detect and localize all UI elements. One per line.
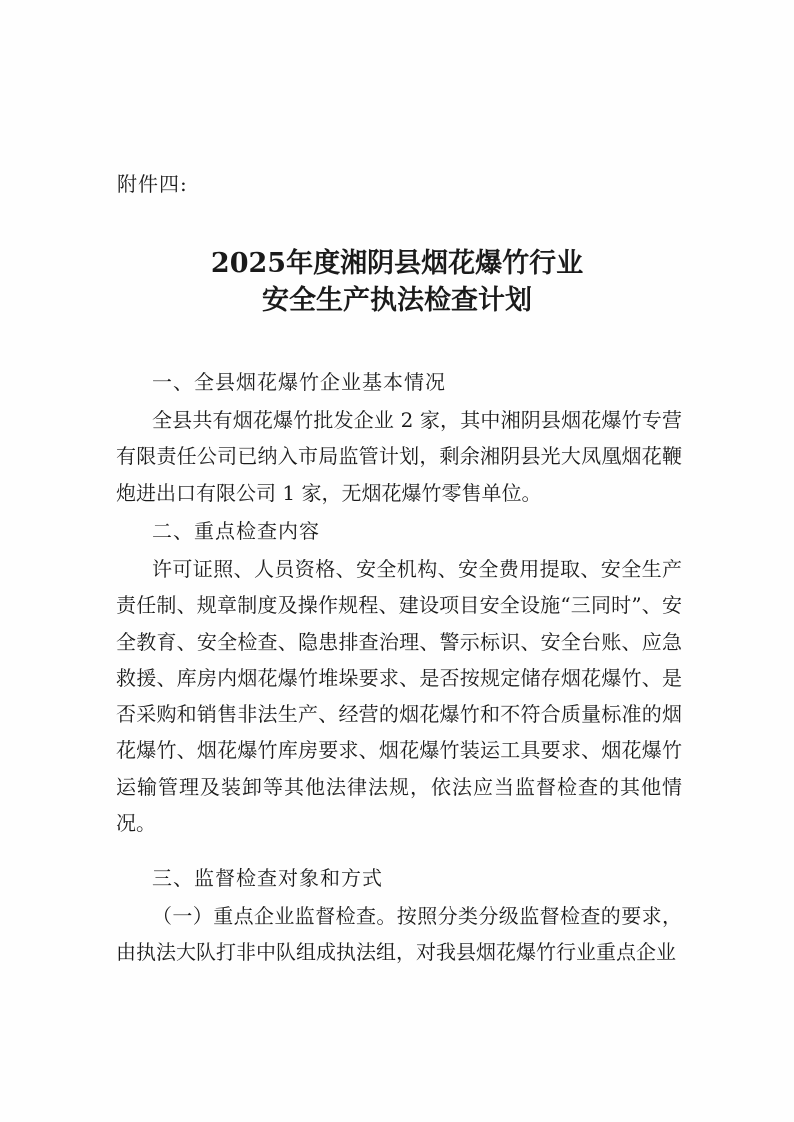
section-paragraph-key-inspection: 许可证照、人员资格、安全机构、安全费用提取、安全生产责任制、规章制度及操作规程、建设项目安全设施“三同时”、安全教育、安全检查、隐患排查治理、警示标识、安全台账、应急救援、库房内烟花爆竹堆垛要求、是否按规定储存烟花爆竹、是否采购和销售非法生产、经营的烟花爆竹和不符合质量标准的烟花爆竹、烟花爆竹库房要求、烟花爆竹装运工具要求、烟花爆竹运输管理及装卸等其他法律法规，依法应当监督检查的其他情况。 <box>116 557 682 836</box>
section-heading-key-inspection: 二、重点检查内容 <box>152 519 320 543</box>
section-paragraph-supervision: （一）重点企业监督检查。按照分类分级监督检查的要求，由执法大队打非中队组成执法组，对我县烟花爆竹行业重点企业 <box>116 904 682 965</box>
section-heading-supervision: 三、监督检查对象和方式 <box>152 866 383 890</box>
document-title-line-2: 安全生产执法检查计划 <box>262 285 532 316</box>
document-title-line-1: 2025年度湘阴县烟花爆竹行业 <box>210 248 584 279</box>
attachment-label: 附件四: <box>117 172 188 196</box>
section-paragraph-basic-info: 全县共有烟花爆竹批发企业 2 家，其中湘阴县烟花爆竹专营有限责任公司已纳入市局监管计划，剩余湘阴县光大凤凰烟花鞭炮进出口有限公司 1 家，无烟花爆竹零售单位。 <box>116 408 682 505</box>
section-heading-basic-info: 一、全县烟花爆竹企业基本情况 <box>152 370 446 394</box>
